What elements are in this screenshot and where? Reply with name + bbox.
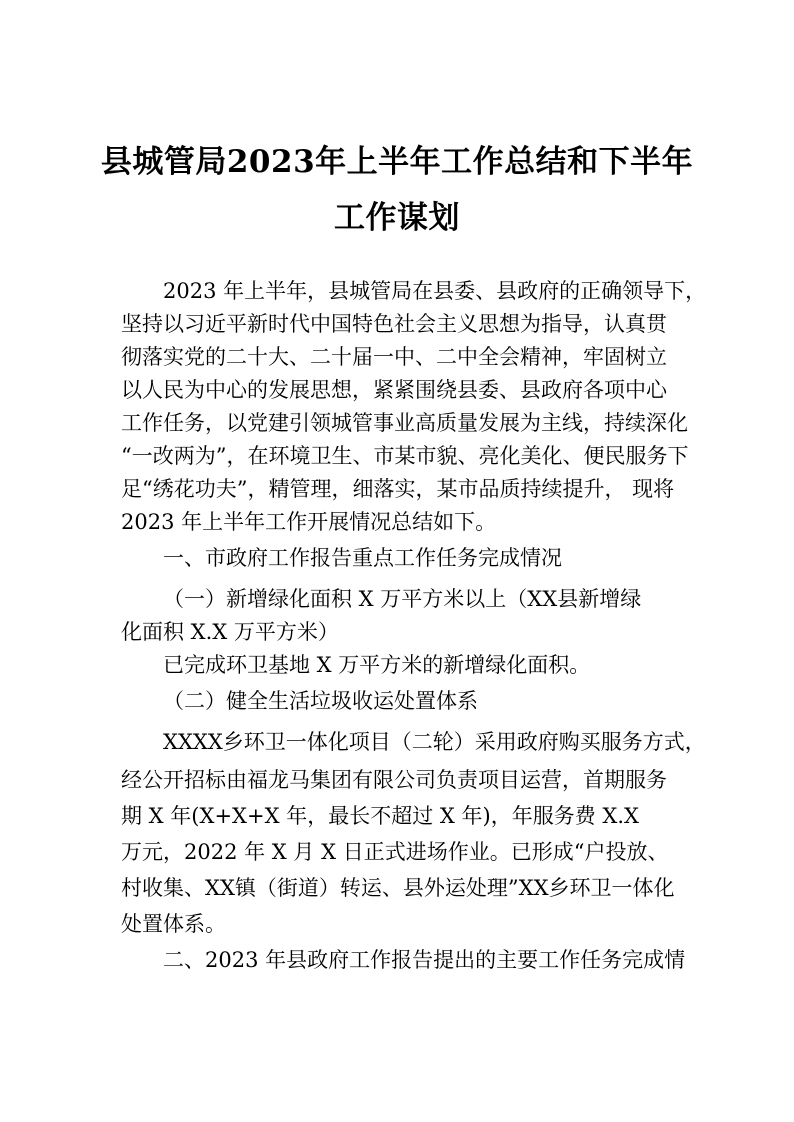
- body-line: “一改两为”，在环境卫生、市某市貌、亮化美化、便民服务下: [121, 444, 689, 468]
- body-line: 以人民为中心的发展思想，紧紧围绕县委、县政府各项中心: [121, 378, 667, 402]
- body-line: 足“绣花功夫”，精管理，细落实，某市品质持续提升， 现将: [121, 477, 675, 501]
- body-line: 期 X 年(X+X+X 年，最长不超过 X 年)，年服务费 X.X: [121, 804, 639, 828]
- body-line: 工作任务，以党建引领城管事业高质量发展为主线，持续深化: [121, 411, 688, 435]
- body-line: XXXX乡环卫一体化项目（二轮）采用政府购买服务方式，: [163, 730, 706, 754]
- body-line: 2023 年上半年工作开展情况总结如下。: [121, 510, 497, 534]
- body-line: 处置体系。: [121, 912, 226, 936]
- subsection-heading: （一）新增绿化面积 X 万平方米以上（XX县新增绿: [163, 587, 642, 611]
- document-title-line-1: 县城管局2023年上半年工作总结和下半年: [100, 144, 694, 180]
- body-line: 已完成环卫基地 X 万平方米的新增绿化面积。: [163, 653, 591, 677]
- document-title-line-2: 工作谋划: [334, 200, 460, 236]
- body-line: 2023 年上半年，县城管局在县委、县政府的正确领导下，: [163, 279, 707, 303]
- subsection-heading: （二）健全生活垃圾收运处置体系: [163, 689, 478, 713]
- body-line: 村收集、XX镇（街道）转运、县外运处理”XX乡环卫一体化: [121, 876, 675, 900]
- body-line: 经公开招标由福龙马集团有限公司负责项目运营，首期服务: [121, 768, 667, 792]
- section-heading: 二、2023 年县政府工作报告提出的主要工作任务完成情: [163, 948, 686, 972]
- body-line: 坚持以习近平新时代中国特色社会主义思想为指导，认真贯: [121, 312, 667, 336]
- subsection-heading-continued: 化面积 X.X 万平方米）: [121, 620, 339, 644]
- body-line: 万元，2022 年 X 月 X 日正式进场作业。已形成“户投放、: [121, 840, 669, 864]
- body-line: 彻落实党的二十大、二十届一中、二中全会精神，牢固树立: [121, 345, 667, 369]
- section-heading: 一、市政府工作报告重点工作任务完成情况: [163, 546, 562, 570]
